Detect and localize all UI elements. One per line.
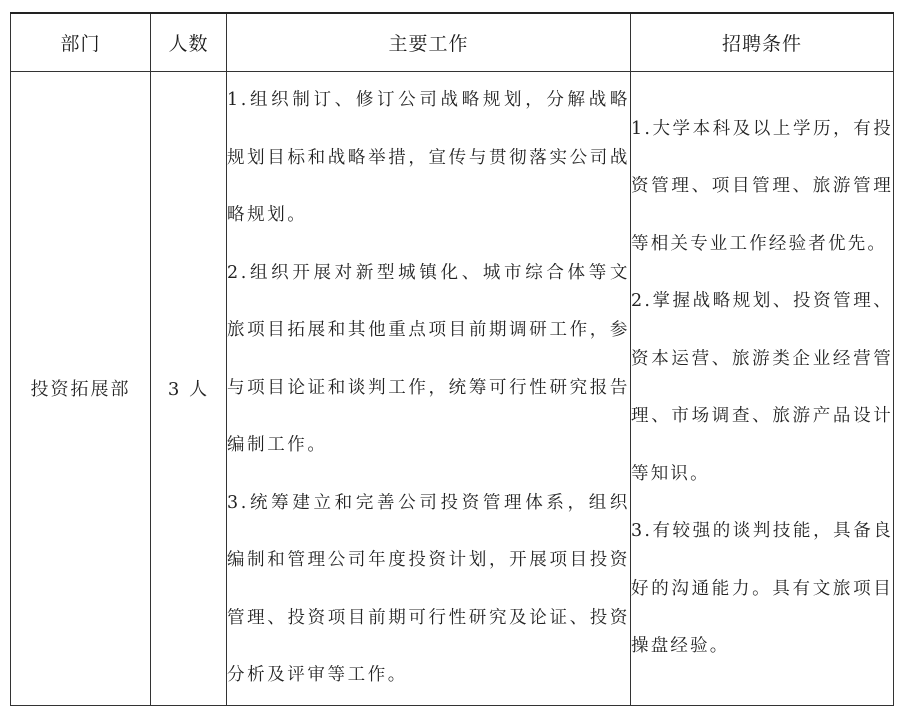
requirements-cell xyxy=(631,72,894,706)
requirement-item: 3.有较强的谈判技能，具备良好的沟通能力。具有文旅项目操盘经验。 xyxy=(631,521,893,657)
department-cell: 投资拓展部 xyxy=(11,72,151,706)
header-main-work: 主要工作 xyxy=(227,13,631,72)
header-department: 部门 xyxy=(11,13,151,72)
header-requirements: 招聘条件 xyxy=(631,13,894,72)
main-work-cell xyxy=(227,72,631,706)
main-work-item: 2.组织开展对新型城镇化、城市综合体等文旅项目拓展和其他重点项目前期调研工作，参与项目论证和谈判工作，统筹可行性研究报告编制工作。 xyxy=(227,262,630,455)
header-headcount: 人数 xyxy=(151,13,227,72)
requirement-item: 2.掌握战略规划、投资管理、资本运营、旅游类企业经营管理、市场调查、旅游产品设计等知识。 xyxy=(631,291,893,484)
main-work-item: 1.组织制订、修订公司战略规划，分解战略规划目标和战略举措，宣传与贯彻落实公司战略规划。 xyxy=(227,90,630,225)
main-work-item: 3.统筹建立和完善公司投资管理体系，组织编制和管理公司年度投资计划，开展项目投资管理、投资项目前期可行性研究及论证、投资分析及评审等工作。 xyxy=(227,492,630,685)
table-row xyxy=(11,72,894,706)
headcount-cell: 3 人 xyxy=(151,72,227,706)
recruitment-table xyxy=(10,12,894,706)
requirement-item: 1.大学本科及以上学历，有投资管理、项目管理、旅游管理等相关专业工作经验者优先。 xyxy=(631,118,893,254)
table-header-row xyxy=(11,13,894,72)
